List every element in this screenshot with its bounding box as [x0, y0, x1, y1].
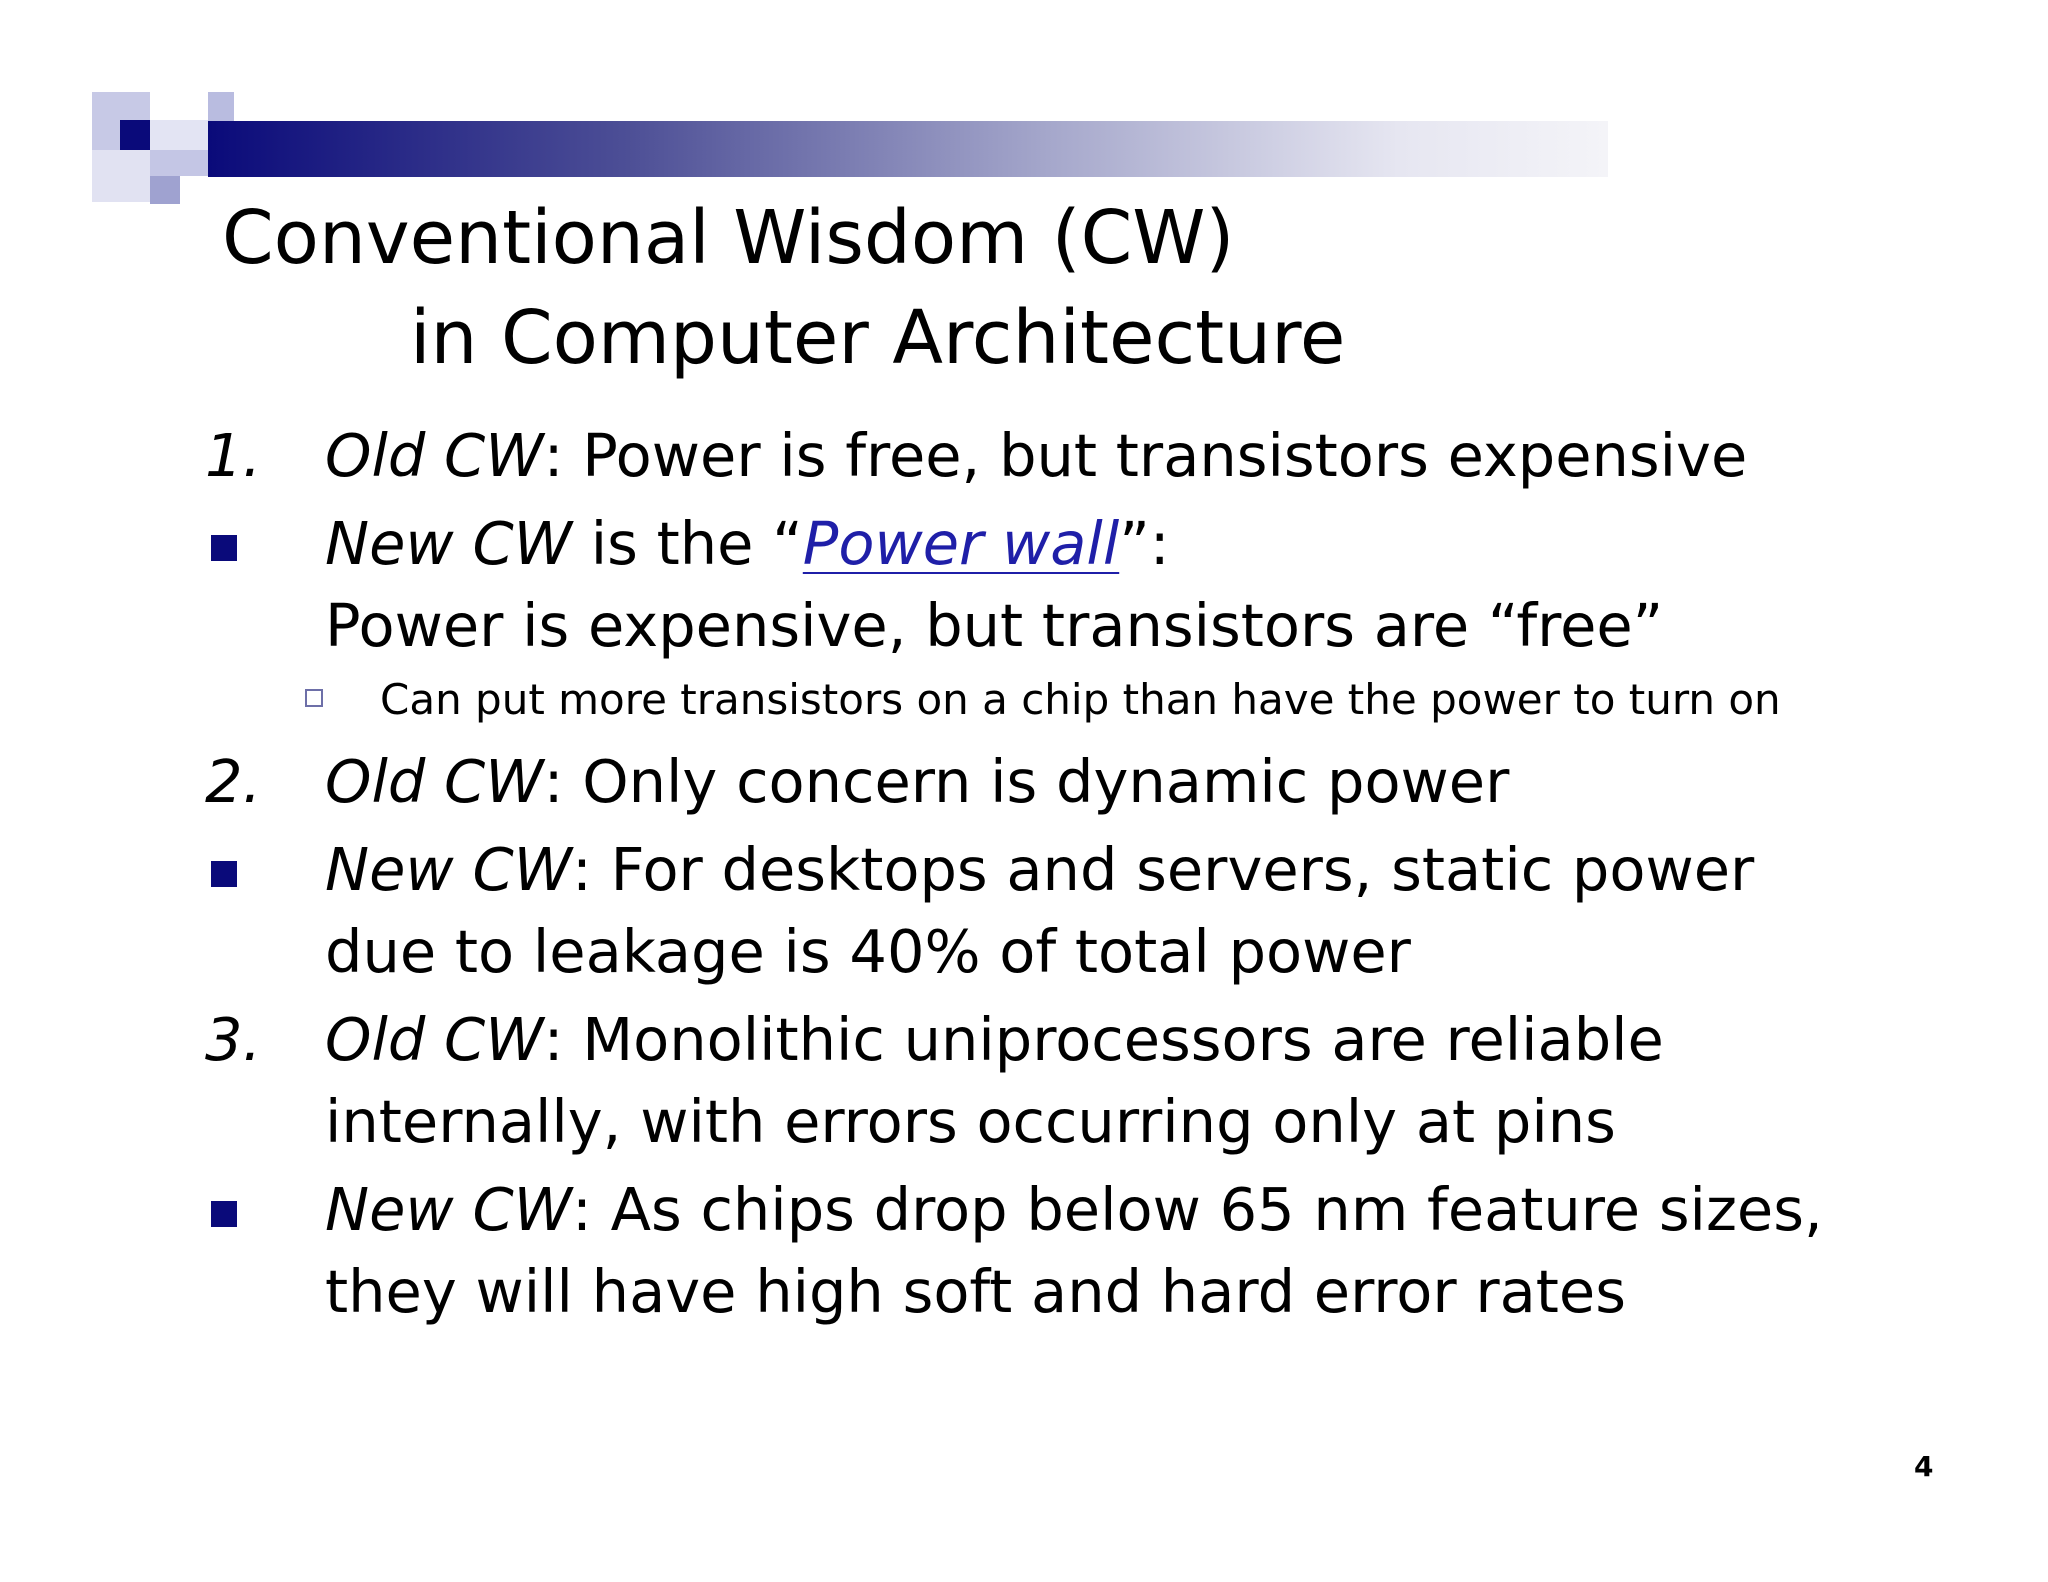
- item-text: : As chips drop below 65 nm feature sizes,: [571, 1175, 1823, 1244]
- item-continuation: Power is expensive, but transistors are “free”: [325, 591, 1664, 660]
- slide-body: [205, 415, 1985, 1333]
- item-text: is the “: [571, 509, 803, 578]
- list-item: [205, 829, 1985, 993]
- title-line-2: in Computer Architecture: [410, 295, 1346, 381]
- item-label: Old CW: [325, 747, 544, 816]
- square-bullet-icon: [211, 1201, 237, 1227]
- square-bullet-icon: [211, 861, 237, 887]
- item-label: New CW: [325, 509, 572, 578]
- item-label: New CW: [325, 1175, 572, 1244]
- header-gradient-bar: [208, 121, 1608, 177]
- decor-square: [150, 150, 208, 176]
- decor-square: [208, 92, 234, 122]
- list-item: [205, 503, 1985, 667]
- sub-item-text: Can put more transistors on a chip than have the power to turn on: [380, 675, 1781, 724]
- list-item: [205, 741, 1985, 823]
- item-text: : For desktops and servers, static power: [571, 835, 1755, 904]
- item-text: ”:: [1119, 509, 1170, 578]
- list-item: [205, 1169, 1985, 1333]
- hollow-square-bullet-icon: [305, 689, 323, 707]
- list-number: 2.: [205, 747, 262, 816]
- decor-square: [150, 176, 180, 204]
- item-text: : Power is free, but transistors expensive: [543, 421, 1748, 490]
- item-label: Old CW: [325, 1005, 544, 1074]
- list-item: [205, 999, 1985, 1163]
- item-text: : Only concern is dynamic power: [543, 747, 1510, 816]
- list-item: [205, 415, 1985, 497]
- decor-square: [92, 150, 150, 202]
- item-continuation: they will have high soft and hard error rates: [325, 1257, 1626, 1326]
- square-bullet-icon: [211, 535, 237, 561]
- item-label: New CW: [325, 835, 572, 904]
- power-wall-link[interactable]: Power wall: [802, 509, 1120, 578]
- decor-square: [150, 120, 208, 150]
- list-number: 3.: [205, 1005, 262, 1074]
- decor-square-dark: [120, 120, 150, 150]
- item-continuation: internally, with errors occurring only at pins: [325, 1087, 1616, 1156]
- item-continuation: due to leakage is 40% of total power: [325, 917, 1411, 986]
- title-line-1: Conventional Wisdom (CW): [222, 195, 1235, 281]
- item-text: : Monolithic uniprocessors are reliable: [543, 1005, 1664, 1074]
- sub-list-item: [205, 669, 1985, 731]
- item-label: Old CW: [325, 421, 544, 490]
- list-number: 1.: [205, 421, 262, 490]
- page-number: 4: [1914, 1450, 1934, 1483]
- slide-title: [222, 188, 1722, 388]
